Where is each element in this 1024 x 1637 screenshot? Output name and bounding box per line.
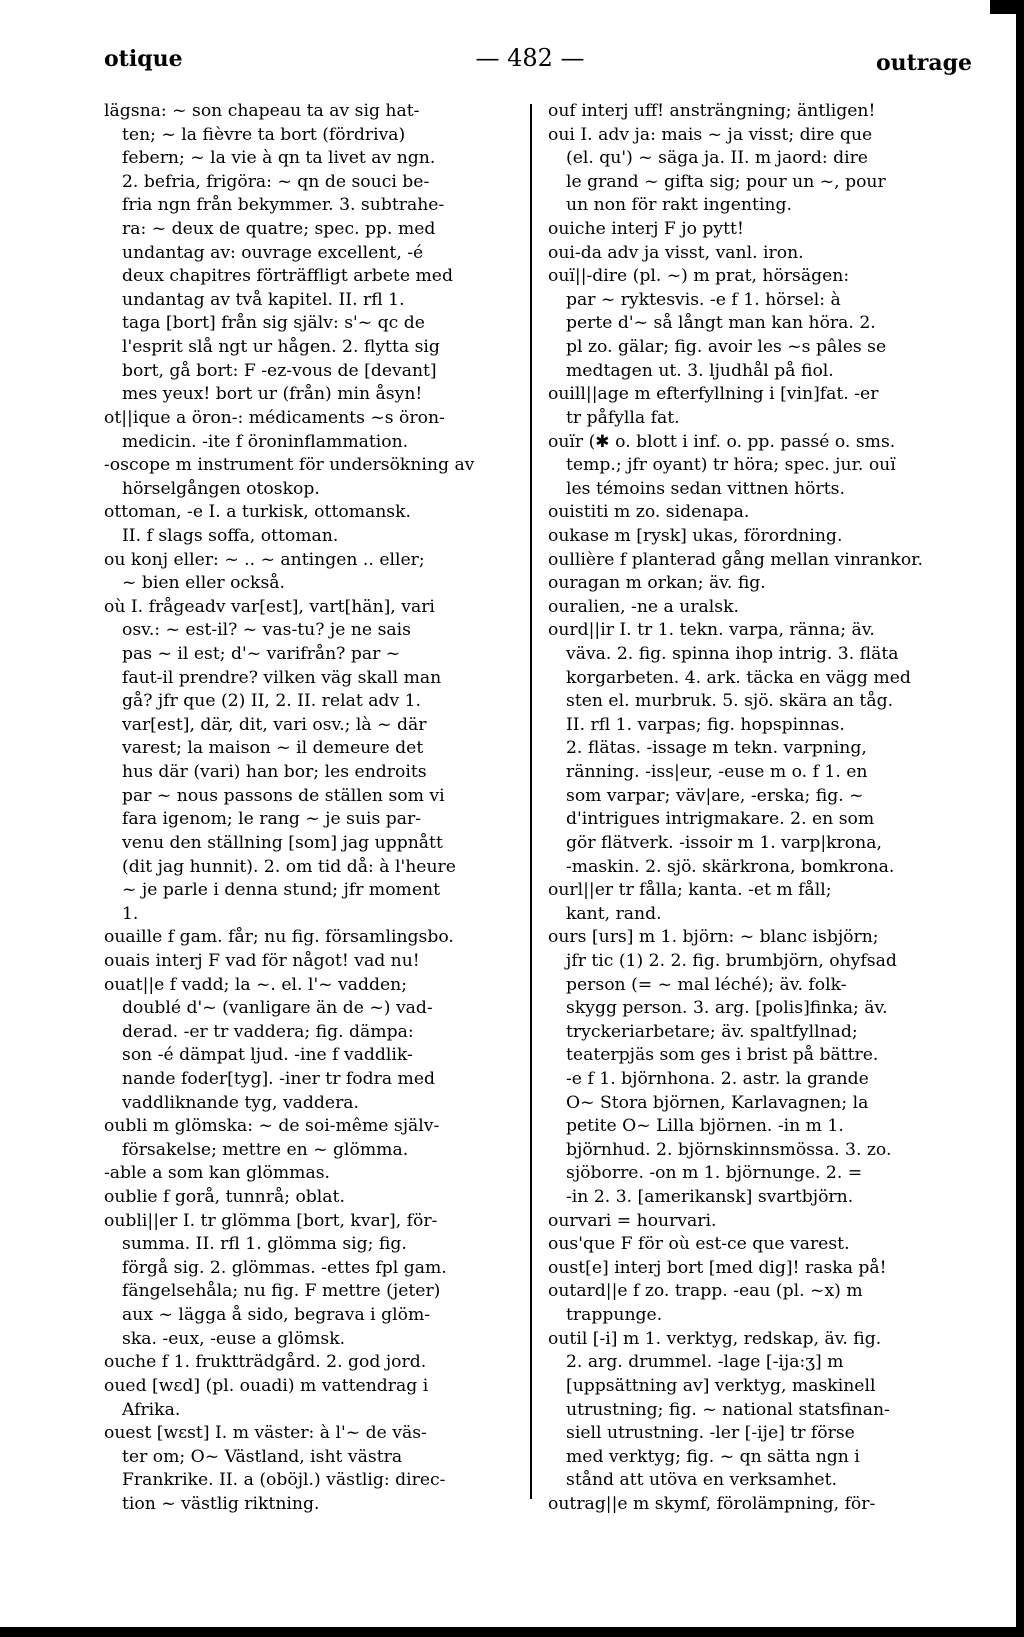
entry-line: summa. II. rfl 1. glömma sig; fig. [122,1234,407,1255]
entry-line: stånd att utöva en verksamhet. [566,1470,837,1491]
entry-line: -maskin. 2. sjö. skärkrona, bomkrona. [566,856,895,877]
entry-line: hus där (vari) han bor; les endroits [122,762,427,783]
entry-line: Frankrike. II. a (oböjl.) västlig: direc- [122,1470,446,1491]
entry-line: faut-il prendre? vilken väg skall man [122,667,442,688]
entry-line: tr påfylla fat. [566,407,680,428]
column-divider [530,104,532,1499]
entry-line: son -é dämpat ljud. -ine f vaddlik- [122,1045,413,1066]
entry-line: tion ~ västlig riktning. [122,1493,320,1514]
entry-line: oued [wɛd] (pl. ouadi) m vattendrag i [104,1375,429,1396]
entry-line: O~ Stora björnen, Karlavagnen; la [566,1092,869,1113]
entry-line: undantag av två kapitel. II. rfl 1. [122,289,405,310]
right-column [548,100,976,1517]
entry-line: som varpar; väv|are, -erska; fig. ~ [566,785,864,806]
entry-line: oubli||er I. tr glömma [bort, kvar], för- [104,1210,438,1231]
entry-line: un non för rakt ingenting. [566,195,792,216]
entry-line: förgå sig. 2. glömmas. -ettes fpl gam. [122,1257,447,1278]
entry-line: mes yeux! bort ur (från) min åsyn! [122,384,423,405]
entry-line: ouat||e f vadd; la ~. el. l'~ vadden; [104,974,408,995]
entry-line: perte d'~ så långt man kan höra. 2. [566,313,876,334]
entry-line: ou konj eller: ~ .. ~ antingen .. eller; [104,549,425,570]
entry-line: ~ bien eller också. [122,573,286,594]
entry-line: ter om; O~ Västland, isht västra [122,1446,403,1467]
entry-line: björnhud. 2. björnskinnsmössa. 3. zo. [566,1139,892,1160]
entry-line: ours [urs] m 1. björn: ~ blanc isbjörn; [548,927,879,948]
entry-line: oui-da adv ja visst, vanl. iron. [548,242,804,263]
entry-line: fria ngn från bekymmer. 3. subtrahe- [122,195,445,216]
entry-line: oukase m [rysk] ukas, förordning. [548,525,843,546]
entry-line: var[est], där, dit, vari osv.; là ~ där [122,714,427,735]
entry-line: teaterpjäs som ges i brist på bättre. [566,1045,879,1066]
entry-line: medicin. -ite f öroninflammation. [122,431,409,452]
entry-line: ska. -eux, -euse a glömsk. [122,1328,346,1349]
entry-line: sjöborre. -on m 1. björnunge. 2. = [566,1163,863,1184]
entry-line: ouï||-dire (pl. ~) m prat, hörsägen: [548,266,850,287]
entry-line: oublie f gorå, tunnrå; oblat. [104,1187,345,1208]
entry-line: oui I. adv ja: mais ~ ja visst; dire que [548,124,873,145]
entry-line: oust[e] interj bort [med dig]! raska på! [548,1257,887,1278]
entry-line: varest; la maison ~ il demeure det [122,738,424,759]
entry-line: ra: ~ deux de quatre; spec. pp. med [122,219,436,240]
entry-line: derad. -er tr vaddera; fig. dämpa: [122,1021,414,1042]
entry-line: utrustning; fig. ~ national statsfinan- [566,1399,890,1420]
entry-line: Afrika. [122,1399,181,1420]
entry-line: II. f slags soffa, ottoman. [122,525,339,546]
scan-edge-bottom [0,1627,1024,1637]
entry-line: pas ~ il est; d'~ varifrån? par ~ [122,644,401,665]
entry-line: sten el. murbruk. 5. sjö. skära an tåg. [566,691,894,712]
entry-line: bort, gå bort: F -ez-vous de [devant] [122,360,437,381]
scan-edge-right [1016,0,1024,1637]
entry-line: ouais interj F vad för något! vad nu! [104,950,420,971]
right-guideword: outrage [875,50,972,76]
entry-line: outil [-i] m 1. verktyg, redskap, äv. fig. [548,1328,882,1349]
entry-line: ouf interj uff! ansträngning; äntligen! [548,101,876,121]
entry-line: 2. befria, frigöra: ~ qn de souci be- [122,171,430,192]
entry-line: hörselgången otoskop. [122,478,320,499]
entry-line: ourvari = hourvari. [548,1210,717,1231]
entry-line: -oscope m instrument för undersökning av [104,455,475,476]
entry-line: venu den ställning [som] jag uppnått [122,832,443,853]
entry-line: ouaille f gam. får; nu fig. församlingsbo. [104,927,454,948]
entry-line: undantag av: ouvrage excellent, -é [122,242,424,263]
entry-line: 1. [122,903,139,924]
entry-line: les témoins sedan vittnen hörts. [566,478,845,499]
entry-line: trappunge. [566,1305,663,1326]
entry-line: taga [bort] från sig själv: s'~ qc de [122,313,425,334]
entry-line: petite O~ Lilla björnen. -in m 1. [566,1116,844,1137]
entry-line: oullière f planterad gång mellan vinrankor. [548,549,923,570]
entry-line: ouralien, -ne a uralsk. [548,596,739,617]
entry-line: par ~ nous passons de ställen som vi [122,785,445,806]
entry-line: ouïr (✱ o. blott i inf. o. pp. passé o. sms. [548,431,896,452]
entry-line: korgarbeten. 4. ark. täcka en vägg med [566,667,911,688]
entry-line: -able a som kan glömmas. [104,1163,330,1184]
entry-line: où I. frågeadv var[est], vart[hän], vari [104,596,435,617]
entry-line: doublé d'~ (vanligare än de ~) vad- [122,998,433,1019]
entry-line: aux ~ lägga å sido, begrava i glöm- [122,1305,431,1326]
entry-line: -e f 1. björnhona. 2. astr. la grande [566,1068,869,1089]
entry-line: 2. arg. drummel. -lage [-ija:ʒ] m [566,1352,844,1373]
entry-line: temp.; jfr oyant) tr höra; spec. jur. ouï [566,455,896,476]
entry-line: ot||ique a öron-: médicaments ~s öron- [104,407,445,428]
entry-line: outard||e f zo. trapp. -eau (pl. ~x) m [548,1281,863,1302]
entry-line: (el. qu') ~ säga ja. II. m jaord: dire [566,148,868,169]
entry-line: pl zo. gälar; fig. avoir les ~s pâles se [566,337,887,358]
entry-line: försakelse; mettre en ~ glömma. [122,1139,409,1160]
entry-line: nande foder[tyg]. -iner tr fodra med [122,1068,436,1089]
entry-line: ouragan m orkan; äv. fig. [548,573,766,594]
entry-line: oubli m glömska: ~ de soi-même själv- [104,1116,440,1137]
left-column [104,100,499,1517]
entry-line: ottoman, -e I. a turkisk, ottomansk. [104,502,412,523]
entry-line: gå? jfr que (2) II, 2. II. relat adv 1. [122,691,422,712]
entry-line: fängelsehåla; nu fig. F mettre (jeter) [122,1281,441,1302]
entry-line: medtagen ut. 3. ljudhål på fiol. [566,360,834,381]
entry-line: ~ je parle i denna stund; jfr moment [122,880,440,901]
entry-line: fara igenom; le rang ~ je suis par- [122,809,422,830]
entry-line: ouistiti m zo. sidenapa. [548,502,750,523]
entry-line: kant, rand. [566,903,662,924]
entry-line: deux chapitres förträffligt arbete med [122,266,453,287]
entry-line: par ~ ryktesvis. -e f 1. hörsel: à [566,289,841,310]
entry-line: ouiche interj F jo pytt! [548,219,744,240]
entry-line: d'intrigues intrigmakare. 2. en som [566,809,875,830]
entry-line: tryckeriarbetare; äv. spaltfyllnad; [566,1021,858,1042]
entry-line: le grand ~ gifta sig; pour un ~, pour [566,171,886,192]
entry-line: person (= ~ mal léché); äv. folk- [566,974,847,995]
entry-line: -in 2. 3. [amerikansk] svartbjörn. [566,1187,854,1208]
entry-line: gör flätverk. -issoir m 1. varp|krona, [566,832,882,853]
left-guideword: otique [104,46,183,72]
page-number: — 482 — [475,44,585,72]
entry-line: (dit jag hunnit). 2. om tid då: à l'heure [122,856,456,877]
entry-line: ourl||er tr fålla; kanta. -et m fåll; [548,880,832,901]
entry-line: ous'que F för où est-ce que varest. [548,1234,850,1255]
entry-line: ourd||ir I. tr 1. tekn. varpa, ränna; äv. [548,620,875,641]
entry-line: II. rfl 1. varpas; fig. hopspinnas. [566,714,845,735]
entry-line: ouche f 1. fruktträdgård. 2. god jord. [104,1352,427,1373]
entry-line: 2. flätas. -issage m tekn. varpning, [566,738,867,759]
entry-line: vaddliknande tyg, vaddera. [122,1092,359,1113]
entry-line: osv.: ~ est-il? ~ vas-tu? je ne sais [122,620,411,641]
entry-line: ouill||age m efterfyllning i [vin]fat. -er [548,384,879,405]
entry-line: jfr tic (1) 2. 2. fig. brumbjörn, ohyfsad [566,950,897,971]
entry-line: ouest [wɛst] I. m väster: à l'~ de väs- [104,1423,427,1444]
entry-line: lägsna: ~ son chapeau ta av sig hat- [104,101,420,121]
entry-line: väva. 2. fig. spinna ihop intrig. 3. fläta [566,644,899,665]
entry-line: siell utrustning. -ler [-ije] tr förse [566,1423,855,1444]
entry-line: skygg person. 3. arg. [polis]finka; äv. [566,998,888,1019]
entry-line: ten; ~ la fièvre ta bort (fördriva) [122,124,406,145]
entry-line: ränning. -iss|eur, -euse m o. f 1. en [566,762,868,783]
entry-line: med verktyg; fig. ~ qn sätta ngn i [566,1446,860,1467]
entry-line: febern; ~ la vie à qn ta livet av ngn. [122,148,436,169]
entry-line: [uppsättning av] verktyg, maskinell [566,1375,876,1396]
entry-line: l'esprit slå ngt ur hågen. 2. flytta sig [122,337,440,358]
entry-line: outrag||e m skymf, förolämpning, för- [548,1493,876,1514]
